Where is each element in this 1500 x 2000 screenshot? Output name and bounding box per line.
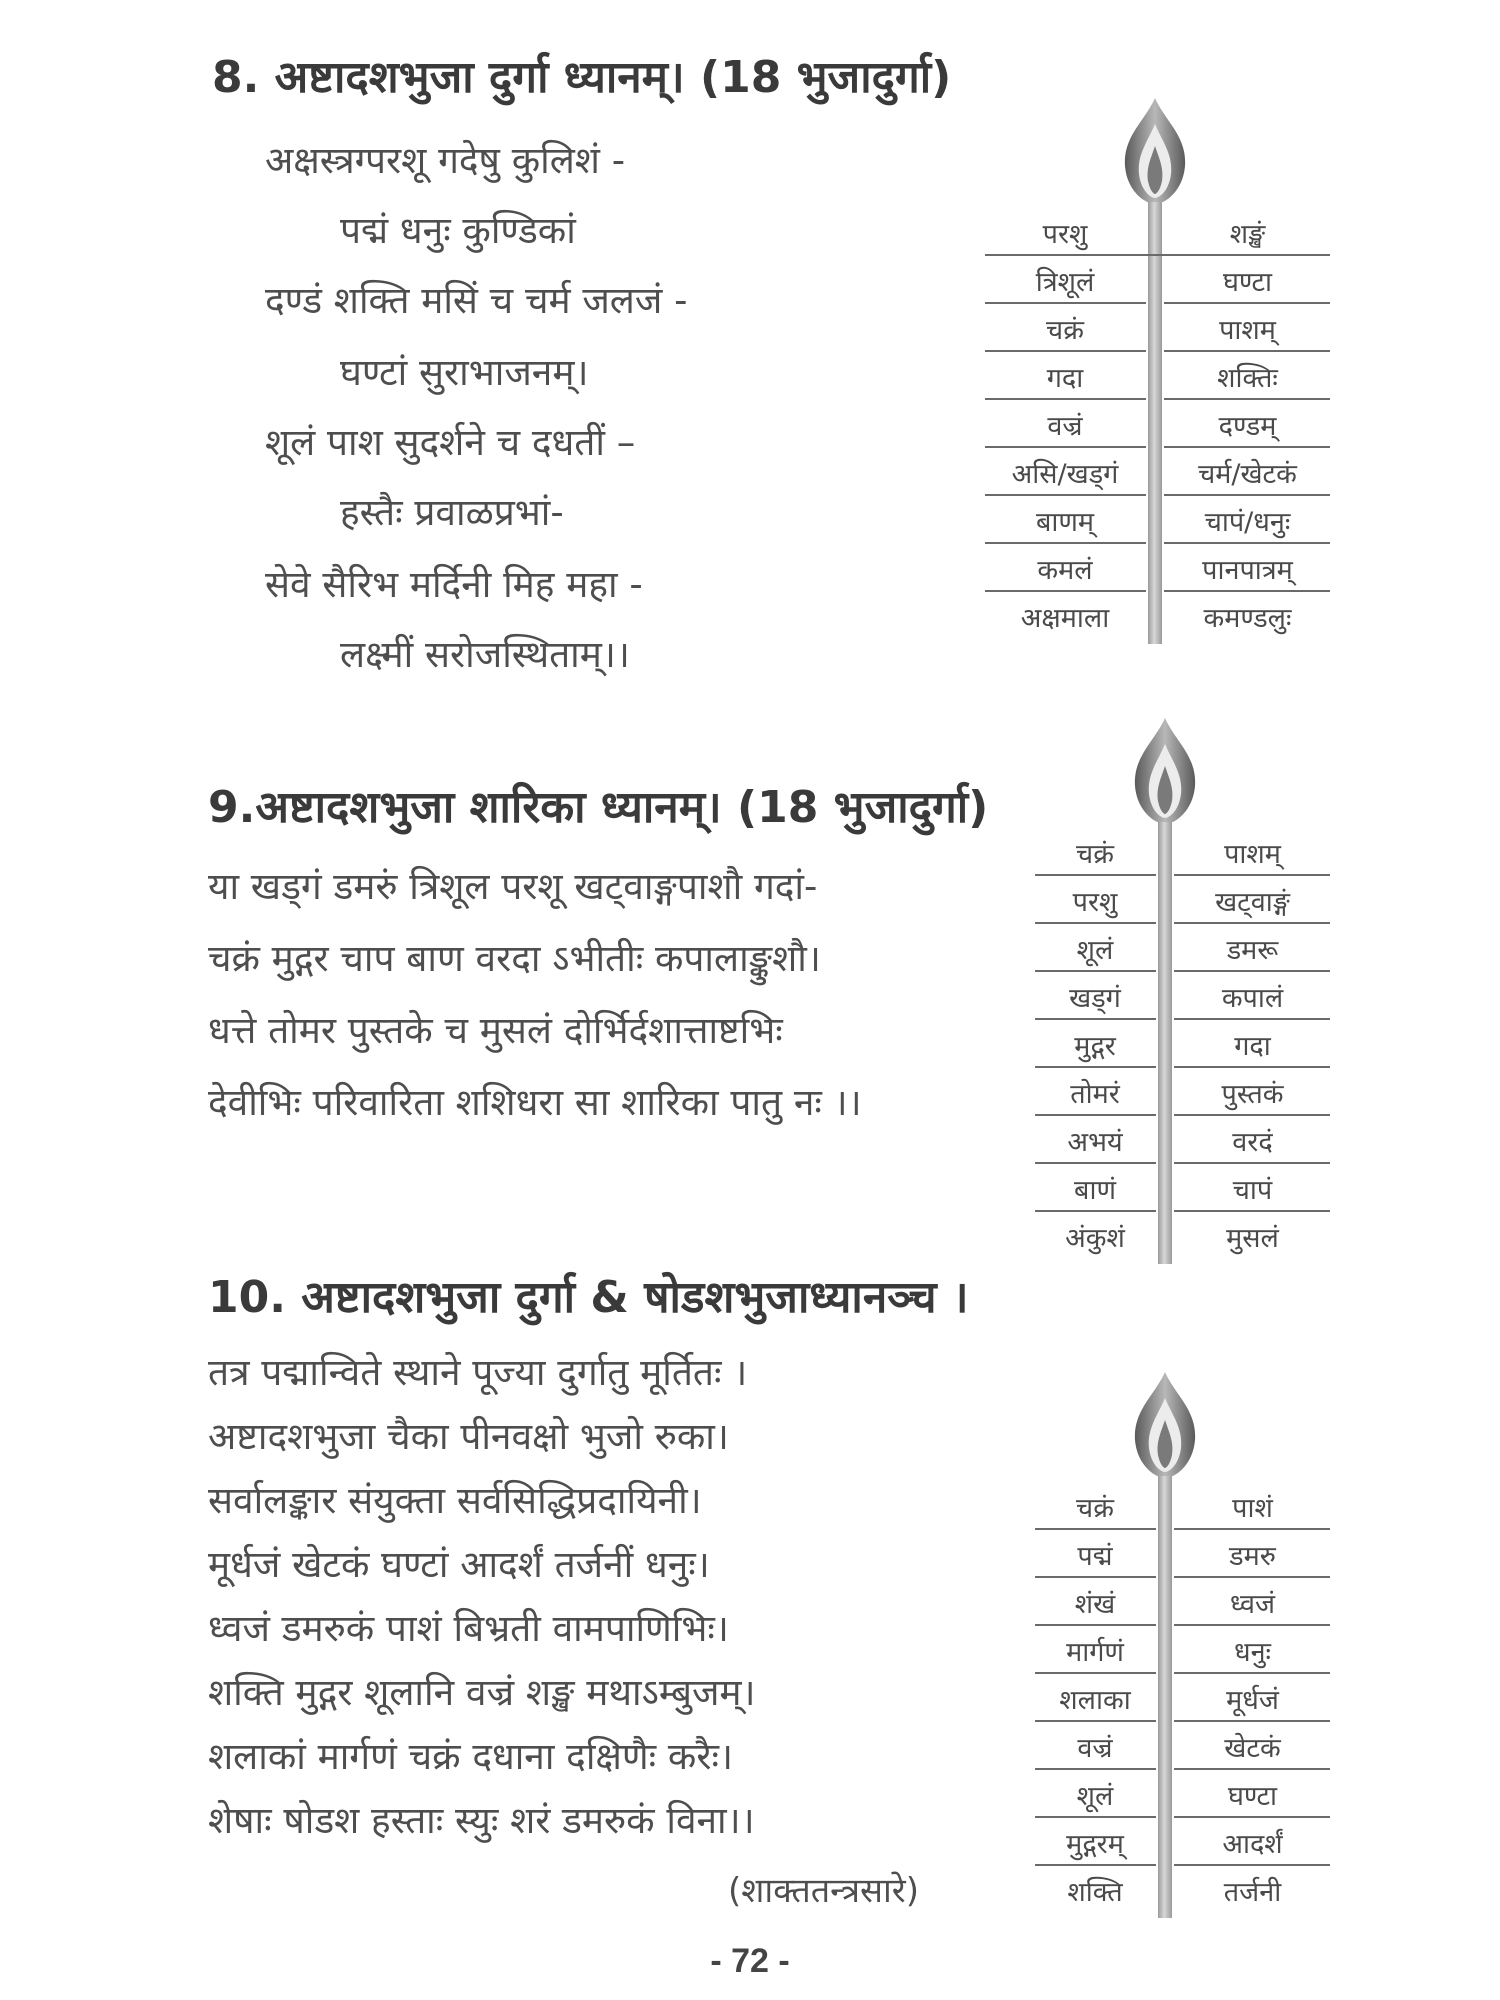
right-hand-item: घण्टा — [1227, 1780, 1278, 1812]
flame-icon — [1115, 96, 1195, 210]
diagram-row — [985, 352, 1330, 400]
right-hand-item: पाशं — [1232, 1492, 1273, 1524]
diagram-row — [1035, 1626, 1330, 1674]
diagram-row — [985, 496, 1330, 544]
verse-line: अष्टादशभुजा चैका पीनवक्षो भुजो रुका। — [208, 1415, 729, 1458]
left-hand-item: बाणं — [1074, 1174, 1116, 1206]
left-hand-item: शंखं — [1074, 1588, 1116, 1620]
verse-line: सर्वालङ्कार संयुक्ता सर्वसिद्धिप्रदायिनी। — [208, 1479, 702, 1522]
section-10-weapons-diagram — [1035, 1370, 1330, 1920]
diagram-row — [985, 256, 1330, 304]
left-hand-item: मुद्गरम् — [1066, 1828, 1124, 1860]
right-hand-item: पाशम् — [1224, 838, 1281, 870]
left-hand-item: चक्रं — [1076, 838, 1114, 870]
diagram-row — [985, 544, 1330, 592]
diagram-row — [985, 592, 1330, 640]
diagram-row — [1035, 1578, 1330, 1626]
right-hand-item: तर्जनी — [1223, 1876, 1282, 1908]
diagram-row — [1035, 1770, 1330, 1818]
verse-line: मूर्धजं खेटकं घण्टां आदर्शं तर्जनीं धनुः। — [208, 1543, 710, 1586]
left-hand-item: शक्ति — [1067, 1876, 1123, 1908]
section-8-weapons-diagram — [985, 58, 1330, 634]
verse-line: लक्ष्मीं सरोजस्थिताम्।। — [340, 633, 630, 676]
left-hand-item: शलाका — [1059, 1684, 1131, 1716]
diagram-row — [1035, 828, 1330, 876]
verse-line: शक्ति मुद्गर शूलानि वज्रं शङ्ख मथाऽम्बुजम्। — [208, 1671, 756, 1714]
diagram-row — [1035, 1722, 1330, 1770]
left-hand-item: अभयं — [1067, 1126, 1123, 1158]
diagram-row — [1035, 1116, 1330, 1164]
right-hand-item: चापं — [1232, 1174, 1273, 1206]
right-hand-item: कपालं — [1221, 982, 1284, 1014]
diagram-row — [1035, 1482, 1330, 1530]
verse-line: देवीभिः परिवारिता शशिधरा सा शारिका पातु नः ।। — [208, 1081, 862, 1124]
diagram-row — [1035, 876, 1330, 924]
right-hand-item: शङ्खं — [1229, 218, 1266, 250]
left-hand-item: शूलं — [1076, 934, 1114, 966]
verse-line: घण्टां सुराभाजनम्। — [340, 351, 589, 394]
page-number: - 72 - — [710, 1942, 790, 1980]
section-9-heading: 9.अष्टादशभुजा शारिका ध्यानम्। (18 भुजादुर्गा) — [208, 782, 989, 833]
diagram-row — [1035, 972, 1330, 1020]
left-hand-item: अक्षमाला — [1020, 602, 1110, 634]
right-hand-item: मूर्धजं — [1226, 1684, 1279, 1716]
diagram-row — [1035, 1818, 1330, 1866]
right-hand-item: घण्टा — [1222, 266, 1273, 298]
verse-line: शूलं पाश सुदर्शने च दधतीं – — [265, 421, 636, 464]
diagram-row — [1035, 1164, 1330, 1212]
left-hand-item: परशु — [1042, 218, 1088, 250]
right-hand-item: दण्डम् — [1218, 410, 1277, 442]
left-hand-item: पद्मं — [1077, 1540, 1113, 1572]
diagram-row — [1035, 1674, 1330, 1722]
left-hand-item: मुद्गर — [1074, 1030, 1116, 1062]
diagram-row — [1035, 1068, 1330, 1116]
verse-line: या खड्गं डमरुं त्रिशूल परशू खट्वाङ्गपाशौ गदां- — [208, 865, 818, 908]
right-hand-item: चापं/धनुः — [1204, 506, 1291, 538]
left-hand-item: तोमरं — [1070, 1078, 1120, 1110]
right-hand-item: गदा — [1234, 1030, 1271, 1062]
left-hand-item: चक्रं — [1046, 314, 1084, 346]
left-hand-item: चक्रं — [1076, 1492, 1114, 1524]
left-hand-item: त्रिशूलं — [1035, 266, 1095, 298]
verse-line: धत्ते तोमर पुस्तके च मुसलं दोर्भिर्दशात्ताष्टभिः — [208, 1009, 783, 1052]
verse-line: अक्षस्त्रग्परशू गदेषु कुलिशं - — [265, 139, 626, 182]
verse-line: दण्डं शक्ति मसिं च चर्म जलजं - — [265, 279, 688, 322]
section-9-weapons-diagram — [1035, 716, 1330, 1261]
verse-line: तत्र पद्मान्विते स्थाने पूज्या दुर्गातु मूर्तितः । — [208, 1351, 748, 1394]
diagram-row — [1035, 1020, 1330, 1068]
verse-line: चक्रं मुद्गर चाप बाण वरदा ऽभीतीः कपालाङ्कुशौ। — [208, 937, 821, 980]
left-hand-item: मार्गणं — [1066, 1636, 1124, 1668]
verse-line: पद्मं धनुः कुण्डिकां — [340, 209, 576, 252]
right-hand-item: वरदं — [1232, 1126, 1273, 1158]
right-hand-item: पुस्तकं — [1221, 1078, 1284, 1110]
right-hand-item: मुसलं — [1226, 1222, 1279, 1254]
left-hand-item: बाणम् — [1035, 506, 1095, 538]
diagram-row — [985, 304, 1330, 352]
verse-line: हस्तैः प्रवाळप्रभां- — [340, 491, 564, 534]
diagram-row — [985, 208, 1330, 256]
section-10-heading: 10. अष्टादशभुजा दुर्गा & षोडशभुजाध्यानञ्च । — [208, 1272, 969, 1323]
right-hand-item: पाशम् — [1219, 314, 1276, 346]
source-citation: (शाक्ततन्त्रसारे) — [728, 1871, 919, 1911]
left-hand-item: खड्गं — [1069, 982, 1121, 1014]
left-hand-item: अंकुशं — [1065, 1222, 1125, 1254]
flame-icon — [1125, 716, 1205, 830]
diagram-row — [1035, 924, 1330, 972]
left-hand-item: शूलं — [1076, 1780, 1114, 1812]
diagram-row — [985, 400, 1330, 448]
right-hand-item: डमरु — [1229, 1540, 1276, 1572]
left-hand-item: गदा — [1046, 362, 1084, 394]
diagram-row — [1035, 1530, 1330, 1578]
left-hand-item: वज्रं — [1047, 410, 1083, 442]
diagram-row — [985, 448, 1330, 496]
right-hand-item: कमण्डलुः — [1203, 602, 1292, 634]
section-8-heading: 8. अष्टादशभुजा दुर्गा ध्यानम्। (18 भुजादुर्गा) — [212, 52, 952, 103]
right-hand-item: धनुः — [1233, 1636, 1272, 1668]
left-hand-item: असि/खड्गं — [1011, 458, 1119, 490]
right-hand-item: खेटकं — [1224, 1732, 1281, 1764]
right-hand-item: डमरू — [1226, 934, 1279, 966]
diagram-row — [1035, 1212, 1330, 1260]
verse-line: शेषाः षोडश हस्ताः स्युः शरं डमरुकं विना।। — [208, 1799, 755, 1842]
left-hand-item: कमलं — [1037, 554, 1093, 586]
verse-line: सेवे सैरिभ मर्दिनी मिह महा - — [265, 563, 643, 606]
row-divider — [985, 254, 1330, 256]
left-hand-item: वज्रं — [1077, 1732, 1113, 1764]
diagram-row — [1035, 1866, 1330, 1914]
right-hand-item: ध्वजं — [1229, 1588, 1276, 1620]
verse-line: शलाकां मार्गणं चक्रं दधाना दक्षिणैः करैः। — [208, 1735, 733, 1778]
flame-icon — [1125, 1370, 1205, 1484]
right-hand-item: चर्म/खेटकं — [1198, 458, 1297, 490]
verse-line: ध्वजं डमरुकं पाशं बिभ्रती वामपाणिभिः। — [208, 1607, 729, 1650]
right-hand-item: आदर्शं — [1222, 1828, 1283, 1860]
right-hand-item: शक्तिः — [1217, 362, 1278, 394]
right-hand-item: खट्वाङ्गं — [1215, 886, 1290, 918]
right-hand-item: पानपात्रम् — [1202, 554, 1293, 586]
left-hand-item: परशु — [1072, 886, 1118, 918]
